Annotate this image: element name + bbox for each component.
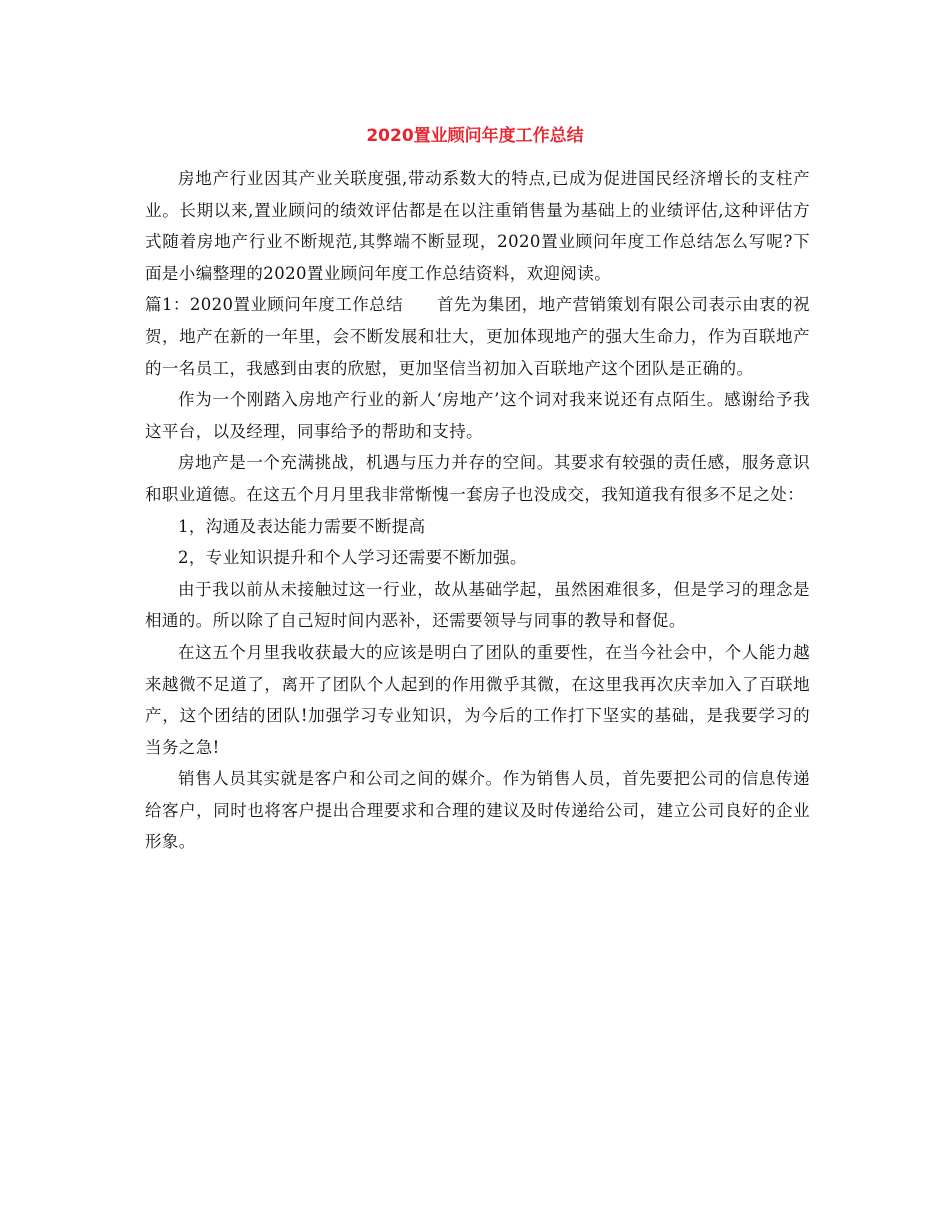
paragraph: 销售人员其实就是客户和公司之间的媒介。作为销售人员，首先要把公司的信息传递给客户，同时也将客户提出合理要求和合理的建议及时传递给公司，建立公司良好的企业形象。 (145, 769, 810, 852)
paragraph: 由于我以前从未接触过这一行业，故从基础学起，虽然困难很多，但是学习的理念是相通的。所以除了自己短时间内恶补，还需要领导与同事的教导和督促。 (145, 579, 810, 631)
paragraph: 在这五个月里我收获最大的应该是明白了团队的重要性，在当今社会中，个人能力越来越微不足道了，离开了团队个人起到的作用微乎其微，在这里我再次庆幸加入了百联地产，这个团结的团队!加强学习专业知识，为今后的工作打下坚实的基础，是我要学习的当务之急! (145, 642, 810, 757)
list-item: 2，专业知识提升和个人学习还需要不断加强。 (178, 548, 527, 568)
paragraph-section-1: 篇1：2020置业顾问年度工作总结 首先为集团，地产营销策划有限公司表示由衷的祝贺，地产在新的一年里，会不断发展和壮大，更加体现地产的强大生命力，作为百联地产的一名员工，我感到由衷的欣慰，更加坚信当初加入百联地产这个团队是正确的。 (145, 295, 810, 378)
paragraph: 房地产是一个充满挑战，机遇与压力并存的空间。其要求有较强的责任感，服务意识和职业道德。在这五个月月里我非常惭愧一套房子也没成交，我知道我有很多不足之处： (145, 453, 810, 504)
document-title: 2020置业顾问年度工作总结 (366, 126, 584, 146)
list-item: 1，沟通及表达能力需要不断提高 (178, 516, 426, 536)
paragraph-intro: 房地产行业因其产业关联度强,带动系数大的特点,已成为促进国民经济增长的支柱产业。长期以来,置业顾问的绩效评估都是在以注重销售量为基础上的业绩评估,这种评估方式随着房地产行业不断规范,其弊端不断显现，2020置业顾问年度工作总结怎么写呢?下面是小编整理的2020置业顾问年度工作总结资料，欢迎阅读。 (145, 169, 810, 283)
paragraph: 作为一个刚踏入房地产行业的新人‘房地产’这个词对我来说还有点陌生。感谢给予我这平台，以及经理，同事给予的帮助和支持。 (145, 390, 810, 441)
document-body (145, 163, 810, 858)
